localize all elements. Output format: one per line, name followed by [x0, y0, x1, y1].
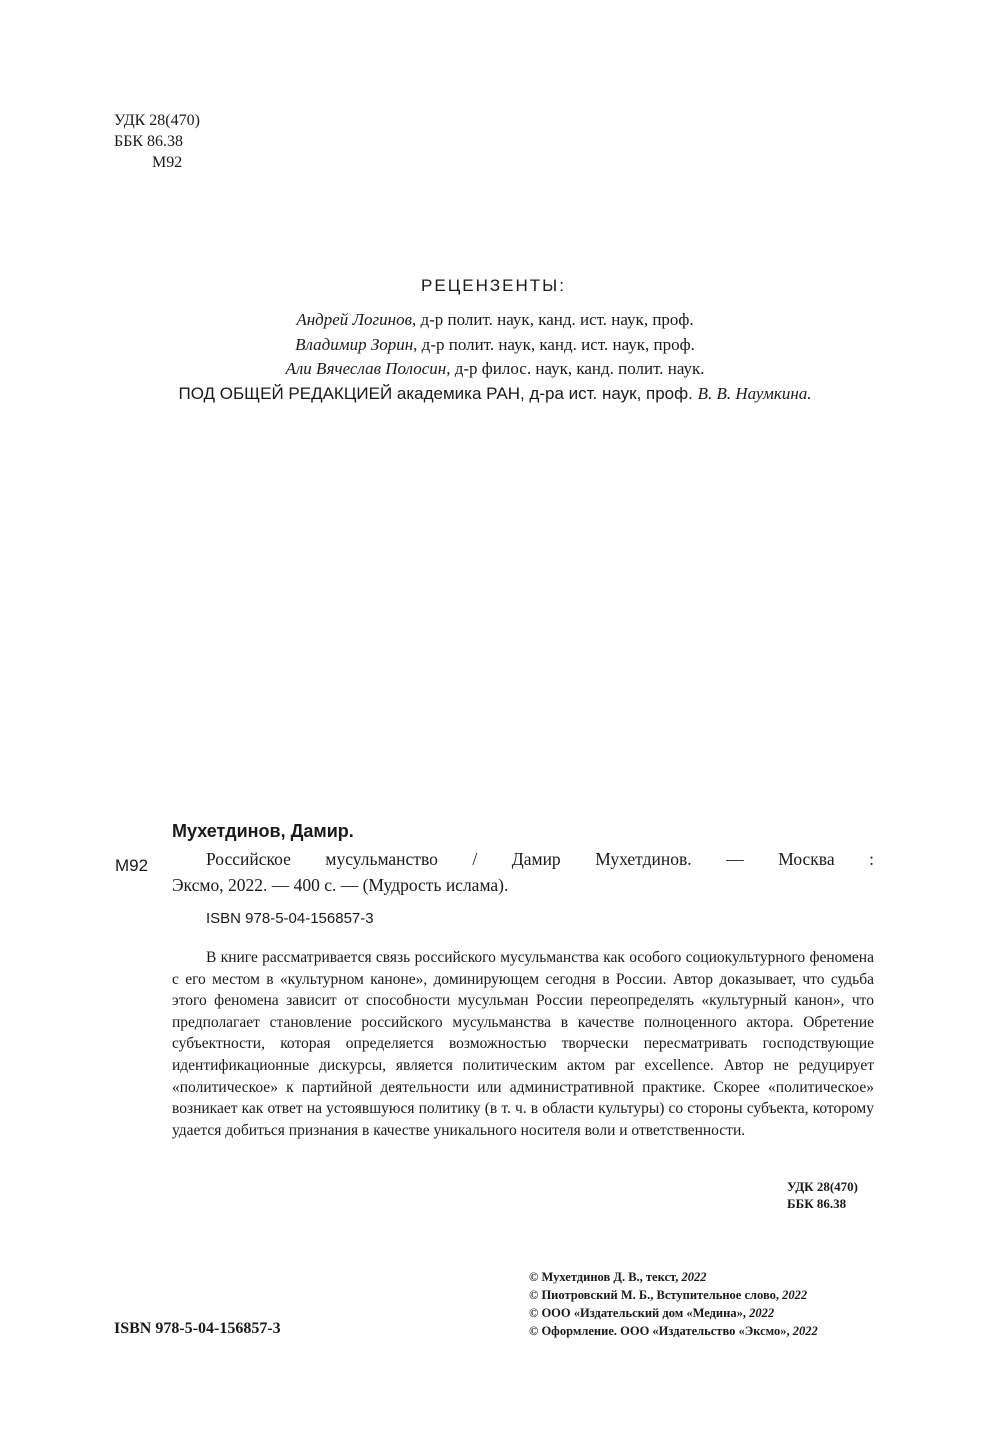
editor-line	[110, 382, 880, 407]
abstract-paragraph: В книге рассматривается связь российского мусульманства как особого социокультурного феномена с его местом в «культурном каноне», доминирующем сегодня в России. Автор доказывает, что судьба этого феномена зависит от способности мусульман России переопределять «культурный канон», что предполагает становление российского мусульманства в качестве полноценного актора. Обретение субъектности, которая определяется возможностью творчески пересматривать господствующие идентификационные дискурсы, является политическим актом par excellence. Автор не редуцирует «политическое» к партийной деятельности или административной практике. Скорее «политическое» возникает как ответ на устоявшуюся политику (в т. ч. в области культуры) со стороны субъекта, которому удается добиться признания в качестве уникального носителя воли и ответственности.	[172, 949, 874, 1139]
reviewer-name: Владимир Зорин	[295, 334, 414, 354]
copyright-line	[529, 1286, 818, 1304]
copyright-block	[529, 1268, 818, 1340]
reviewer-line	[110, 333, 880, 358]
reviewer-desc: , д-р полит. наук, канд. ист. наук, проф.	[413, 334, 695, 354]
copyright-year: 2022	[782, 1288, 808, 1302]
record-bbk: ББК 86.38	[787, 1196, 847, 1211]
editor-lead: ПОД ОБЩЕЙ РЕДАКЦИЕЙ	[178, 383, 393, 403]
copyright-year: 2022	[792, 1324, 818, 1338]
bbk-code: ББК 86.38	[114, 133, 184, 150]
record-title	[172, 846, 874, 898]
reviewer-name: Андрей Логинов	[296, 310, 412, 329]
top-classification-codes	[114, 110, 200, 173]
reviewers-title: РЕЦЕНЗЕНТЫ:	[421, 276, 566, 295]
copyright-text: © Оформление. ООО «Издательство «Эксмо»,	[529, 1324, 793, 1338]
isbn-bottom: ISBN 978-5-04-156857-3	[114, 1320, 281, 1337]
copyright-year: 2022	[681, 1270, 707, 1284]
reviewers-list	[110, 308, 880, 406]
copyright-line	[529, 1322, 818, 1340]
record-isbn: ISBN 978-5-04-156857-3	[206, 910, 374, 927]
record-author: Мухетдинов, Дамир.	[172, 821, 354, 841]
reviewer-line	[110, 308, 880, 333]
copyright-text: © ООО «Издательский дом «Медина»,	[529, 1306, 750, 1320]
copyright-text: © Мухетдинов Д. В., текст,	[529, 1270, 682, 1284]
reviewer-desc: , д-р филос. наук, канд. полит. наук.	[446, 359, 705, 378]
reviewer-desc: , д-р полит. наук, канд. ист. наук, проф.	[411, 310, 694, 329]
copyright-year: 2022	[749, 1306, 775, 1320]
title-line-1: Российское мусульманство / Дамир Мухетдинов. — Москва :	[206, 849, 874, 869]
copyright-line	[529, 1304, 818, 1322]
editor-desc: академика РАН, д-ра ист. наук, проф.	[392, 383, 698, 403]
reviewer-line	[110, 357, 880, 382]
title-line-2: Эксмо, 2022. — 400 с. — (Мудрость ислама).	[172, 875, 509, 895]
copyright-line	[529, 1268, 818, 1286]
record-code: М92	[115, 856, 149, 875]
editor-name: В. В. Наумкина.	[697, 383, 812, 403]
record-udk: УДК 28(470)	[787, 1179, 859, 1194]
author-mark: М92	[152, 154, 183, 171]
reviewer-name: Али Вячеслав Полосин	[285, 359, 447, 378]
record-classification-codes	[787, 1178, 858, 1212]
copyright-text: © Пиотровский М. Б., Вступительное слово,	[529, 1288, 783, 1302]
udk-code: УДК 28(470)	[114, 112, 200, 129]
